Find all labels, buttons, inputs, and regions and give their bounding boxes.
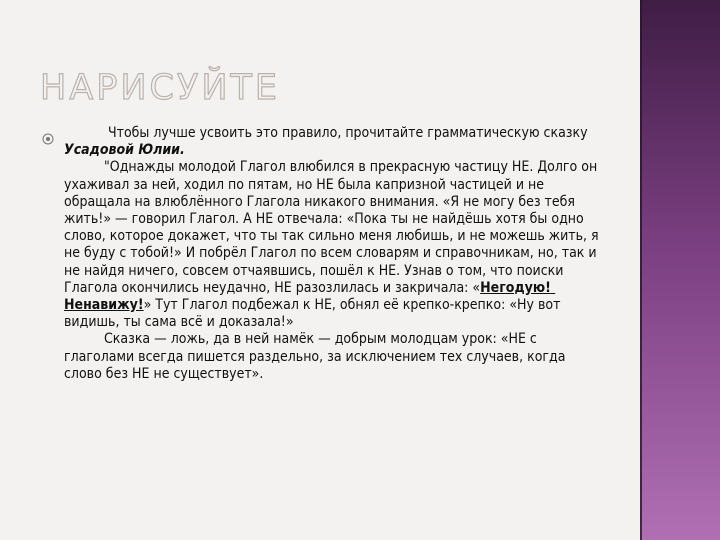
text-intro: Чтобы лучше усвоить это правило, прочитайте грамматическую сказку [64, 125, 592, 141]
slide-title: НАРИСУЙТЕ [40, 68, 280, 108]
text-emphasis: Негодую! Ненавижу! [64, 279, 556, 314]
author-name: Усадовой Юлии. [64, 142, 185, 159]
text-ending: » Тут Глагол подбежал к НЕ, обнял её крепко-крепко: «Ну вот видишь, ты сама всё и доказала!» Сказка — ложь, да в ней намёк — добрым молодцам урок: «НЕ с глаголами всегда пишется раздельно, за исключением тех случаев, когда слово без НЕ не существует». [64, 297, 566, 382]
story-text [64, 125, 604, 383]
target-bullet-icon [42, 133, 54, 145]
text-story: "Однажды молодой Глагол влюбился в прекрасную частицу НЕ. Долго он ухаживал за ней, ходил по пятам, но НЕ была капризной частицей и не обращала на влюблённого Глагола никакого внимания. «Я не могу без тебя жить!» — говорил Глагол. А НЕ отвечала: «Пока ты не найдёшь хотя бы одно слово, которое докажет, что ты так сильно меня любишь, и не можешь жить, я не буду с тобой!» И побрёл Глагол по всем словарям и справочникам, но, так и не найдя ничего, совсем отчаявшись, пошёл к НЕ. Узнав о том, что поиски Глагола окончились неудачно, НЕ разозлилась и закричала: « [64, 159, 599, 296]
decorative-sidebar [640, 0, 720, 540]
